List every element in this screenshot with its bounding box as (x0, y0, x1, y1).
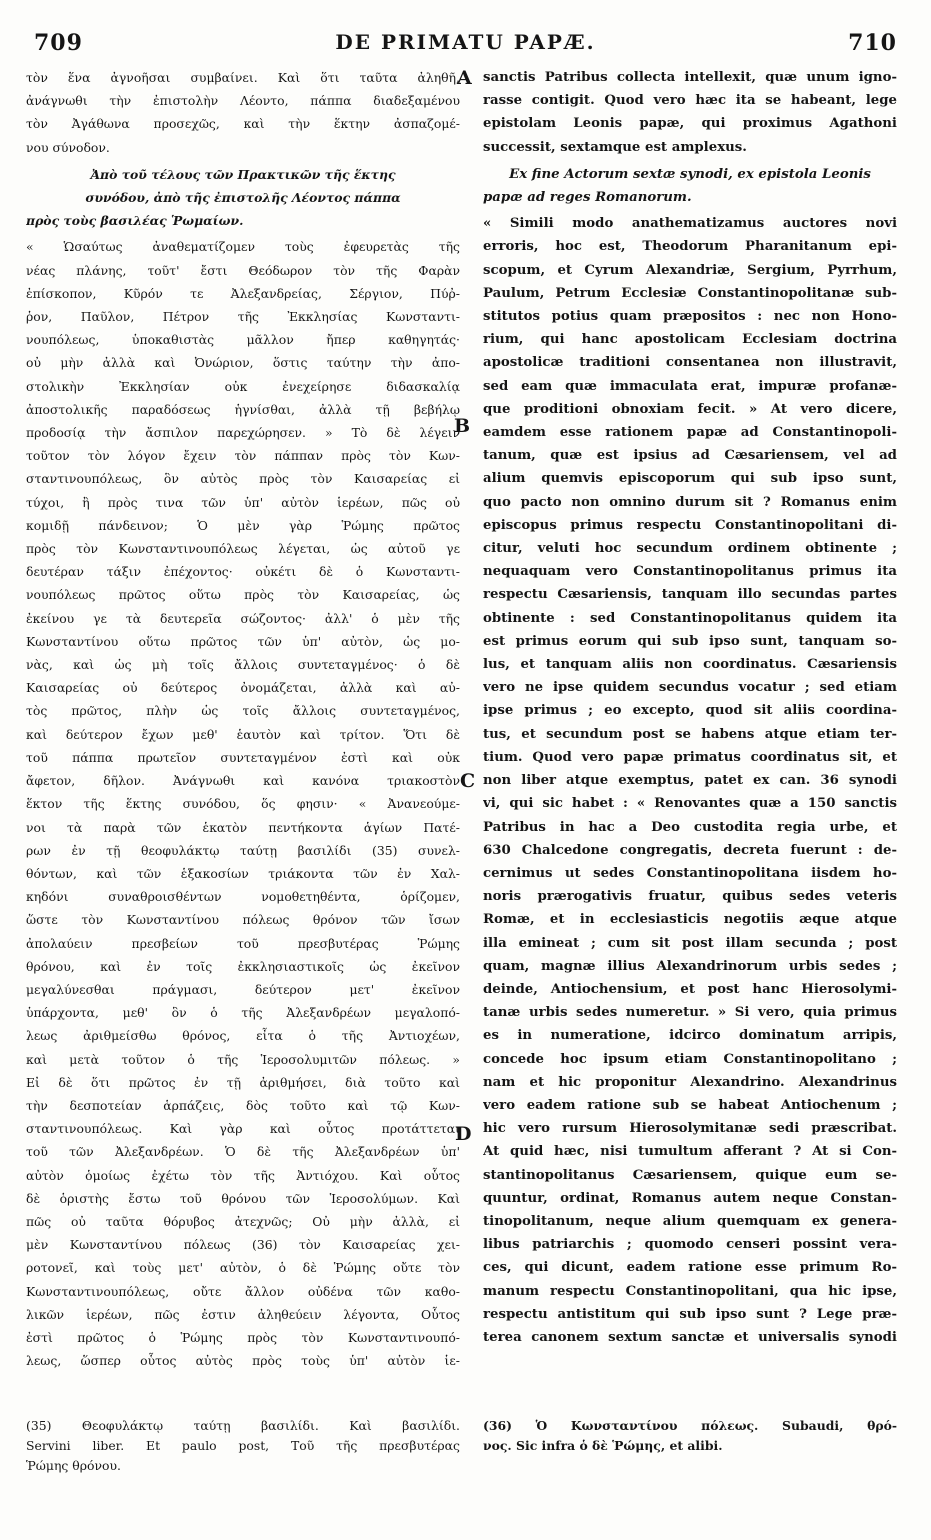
latin-column (483, 66, 897, 1349)
text-line: citur, veluti hoc secundum ordinem obtinente ; (483, 541, 897, 557)
text-line: σταντινουπόλεως. Καὶ γὰρ καὶ οὗτος προτάττεται (26, 1121, 460, 1137)
text-line: νὰς, καὶ ὡς μὴ τοῖς ἄλλοις συντεταγμένος· ὁ δὲ (26, 657, 460, 673)
text-line: τὸν ἕνα ἀγνοῆσαι συμβαίνει. Καὶ ὅτι ταῦτα ἀληθῆ, (26, 70, 460, 85)
text-line: respectu antistitum qui sub ipso sunt ? Lege præ- (483, 1306, 897, 1322)
text-line: θόντων, καὶ τῶν ἑξακοσίων τριάκοντα τῶν ἐν Χαλ- (26, 865, 460, 881)
text-line: successit, sextamque est amplexus. (483, 139, 747, 155)
text-line: vero ne ipse quidem secundus vocatur ; sed etiam (483, 680, 897, 696)
text-line: manum respectu Constantinopolitani, qua hic ipse, (483, 1283, 897, 1299)
text-line: quo pacto non omnino durum sit ? Romanus enim (483, 494, 897, 510)
text-line: Paulum, Petrum Ecclesiæ Constantinopolitanæ sub- (483, 285, 897, 301)
text-line: πρὸς τὸν Κωνσταντινουπόλεως λέγεται, ὡς αὐτοῦ γε (26, 541, 460, 557)
text-line: ὥστε τὸν Κωνσταντίνου πόλεως θρόνον τῶν ἴσων (26, 912, 460, 928)
text-line: apostolicæ traditioni consentanea non illustravit, (483, 355, 897, 371)
text-line: καὶ δεύτερον ἔχων μεθ' ἑαυτὸν καὶ τρίτον. Ὅτι δὲ (26, 726, 460, 742)
text-line: 630 Chalcedone congregatis, decreta fuerunt : de- (483, 842, 897, 858)
margin-marker-d: D (455, 1123, 472, 1145)
text-line: quam, magnæ illius Alexandrinorum urbis sedes ; (483, 958, 897, 974)
text-line: libus patriarchis ; quomodo censeri possint vera- (483, 1237, 897, 1253)
greek-body (26, 235, 460, 1372)
margin-marker-a: A (457, 67, 472, 89)
text-line: τοῦ τῶν Ἀλεξανδρέων. Ὁ δὲ τῆς Ἀλεξανδρέων ὑπ' (26, 1144, 460, 1160)
text-line: νου σύνοδον. (26, 139, 110, 155)
text-line: Ῥώμης θρόνου. (26, 1458, 121, 1473)
text-line: sed eam quæ immaculata erat, impuræ profanæ- (483, 378, 897, 394)
text-line: νοι τὰ παρὰ τῶν ἑκατὸν πεντήκοντα ἁγίων Πατέ- (26, 819, 460, 835)
text-line: νέας πλάνης, τοῦτ' ἔστι Θεόδωρον τὸν τῆς Φαρὰν (26, 262, 460, 278)
text-line: νουπόλεως πρῶτος οὕτω πρὸς τὸν Καισαρείας, ὡς (26, 587, 460, 603)
text-line: hic vero rursum Hierosolymitanæ sedi præscribat. (483, 1121, 897, 1137)
page-header (30, 30, 901, 66)
text-line: tus, et secundum post se habens atque etiam ter- (483, 726, 897, 742)
text-line: eamdem esse rationem papæ ad Constantinopoli- (483, 425, 897, 441)
text-line: ἄφετον, δῆλον. Ἀνάγνωθι καὶ κανόνα τριακοστὸν (26, 773, 460, 789)
text-line: σταντινουπόλεως, ὃν αὐτὸς πρὸς τὸν Καισαρείας εἰ (26, 471, 460, 487)
text-line: πρὸς τοὺς βασιλέας Ῥωμαίων. (26, 213, 244, 229)
greek-footnote (26, 1416, 460, 1476)
text-line: ἕκτον τῆς ἕκτης συνόδου, ὅς φησιν· « Ἀνανεούμε- (26, 796, 460, 812)
text-line: papæ ad reges Romanorum. (483, 190, 692, 206)
text-line: noris prærogativis fruatur, quibus sedes veteris (483, 889, 897, 905)
latin-section-heading (483, 163, 897, 209)
text-line: es in numeratione, idcirco dominatum arripis, (483, 1028, 897, 1044)
text-line: ἐπίσκοπον, Κῦρόν τε Ἀλεξανδρείας, Σέργιον, Πύῤ- (26, 285, 460, 301)
text-line: Ex fine Actorum sextæ synodi, ex epistola Leonis (509, 166, 871, 182)
text-line: στολικὴν Ἐκκλησίαν οὐκ ἐνεχείρησε διδασκαλίᾳ (26, 378, 460, 394)
text-line: τὸν Ἀγάθωνα προσεχῶς, καὶ τὴν ἕκτην ἀσπαζομέ- (26, 116, 460, 132)
text-line: epistolam Leonis papæ, qui proximus Agathoni (483, 116, 897, 132)
text-line: ἀποστολικῆς παραδόσεως ἡγνίσθαι, ἀλλὰ τῇ βεβήλῳ (26, 401, 460, 417)
text-line: lus, et tanquam aliis non coordinatus. Cæsariensis (483, 657, 897, 673)
text-line: quuntur, ordinat, Romanus autem neque Constan- (483, 1190, 897, 1206)
text-line: ἐστὶ πρῶτος ὁ Ῥώμης πρὸς τὸν Κωνσταντινουπό- (26, 1329, 460, 1345)
text-line: erroris, hoc est, Theodorum Pharanitanum epi- (483, 239, 897, 255)
text-line: terea canonem sextum sanctæ et universalis synodi (483, 1329, 897, 1345)
text-line: tium. Quod vero papæ primatus coordinatus sit, et (483, 749, 897, 765)
text-line: Κωνσταντινουπόλεως, οὔτε ἄλλον οὐδένα τῶν καθο- (26, 1283, 460, 1299)
text-line: alium quemvis episcoporum qui sub ipso sunt, (483, 471, 897, 487)
latin-body (483, 212, 897, 1349)
text-line: συνόδου, ἀπὸ τῆς ἐπιστολῆς Λέοντος πάππα (85, 190, 401, 206)
text-line: ρων ἐν τῇ θεοφυλάκτῳ ταύτῃ βασιλίδι (35) συνελ- (26, 842, 460, 858)
text-line: τὸς πρῶτος, πλὴν ὡς τοῖς ἄλλοις συντεταγμένος, (26, 703, 460, 719)
text-line: nequaquam vero Constantinopolitanus primus ita (483, 564, 897, 580)
greek-column (26, 66, 460, 1372)
text-line: concede hoc ipsum etiam Constantinopolitano ; (483, 1051, 897, 1067)
text-line: « Ὡσαύτως ἀναθεματίζομεν τοὺς ἐφευρετὰς τῆς (26, 239, 460, 255)
text-line: Romæ, et in ecclesiasticis negotiis æque atque (483, 912, 897, 928)
text-line: Servini liber. Et paulo post, Τοῦ τῆς πρεσβυτέρας (26, 1438, 460, 1453)
text-line: (36) Ὁ Κωνσταντίνου πόλεως. Subaudi, θρό- (483, 1418, 897, 1433)
latin-intro (483, 66, 897, 159)
text-line: rium, qui hanc apostolicam Ecclesiam doctrina (483, 332, 897, 348)
text-line: Κωνσταντίνου οὕτω πρῶτος τῶν ὑπ' αὐτὸν, ὡς μο- (26, 633, 460, 649)
text-line: tanæ urbis sedes numeretur. » Si vero, quia primus (483, 1005, 897, 1021)
text-line: προδοσίᾳ τὴν ἄσπιλον παρεχώρησεν. » Τὸ δὲ λέγειν (26, 425, 460, 441)
text-line: νος. Sic infra ὁ δὲ Ῥώμης, et alibi. (483, 1438, 723, 1453)
latin-footnote (483, 1416, 897, 1456)
text-line: est primus eorum qui sub ipso sunt, tanquam so- (483, 633, 897, 649)
text-line: nam et hic proponitur Alexandrino. Alexandrinus (483, 1074, 897, 1090)
text-line: tinopolitanum, neque alium quemquam ex genera- (483, 1213, 897, 1229)
greek-section-heading (26, 163, 460, 233)
greek-intro (26, 66, 460, 159)
text-line: λικῶν ἱερέων, πῶς ἐστιν ἀληθεύειν λέγοντα, Οὗτος (26, 1306, 460, 1322)
text-line: Καισαρείας οὐ δεύτερος ὀνομάζεται, ἀλλὰ καὶ αὐ- (26, 680, 460, 696)
text-line: illa emineat ; cum sit post illam secunda ; post (483, 935, 897, 951)
text-line: cernimus ut sedes Constantinopolitana iisdem ho- (483, 865, 897, 881)
text-line: ῥον, Παῦλον, Πέτρον τῆς Ἐκκλησίας Κωνσταντι- (26, 309, 460, 325)
text-line: episcopus primus respectu Constantinopolitani di- (483, 517, 897, 533)
running-title: DE PRIMATU PAPÆ. (335, 30, 596, 54)
text-line: πῶς οὐ ταῦτα θόρυβος ἀτεχνῶς; Οὐ μὴν ἀλλὰ, εἰ (26, 1213, 460, 1229)
text-line: τὴν δεσποτείαν ἁρπάζεις, δὸς τοῦτο καὶ τῷ Κων- (26, 1097, 460, 1113)
text-line: respectu Cæsariensis, tanquam illo secundas partes (483, 587, 897, 603)
text-line: καὶ μετὰ τοῦτον ὁ τῆς Ἱεροσολυμιτῶν πόλεως. » (26, 1051, 460, 1067)
text-line: δὲ ὁριστὴς ἔστω τοῦ θρόνου τῶν Ἱεροσολύμων. Καὶ (26, 1190, 460, 1206)
text-line: οὐ μὴν ἀλλὰ καὶ Ὀνώριον, ὅστις ταύτην τὴν ἀπο- (26, 355, 460, 371)
text-line: θρόνου, καὶ ἐν τοῖς ἐκκλησιαστικοῖς ὡς ἐκεῖνον (26, 958, 460, 974)
text-line: νουπόλεως, ὑποκαθιστὰς μᾶλλον ἤπερ καθηγητάς· (26, 332, 460, 348)
text-line: μεγαλύνεσθαι πράγμασι, δεύτερον μετ' ἐκεῖνον (26, 981, 460, 997)
text-line: τοῦτον τὸν λόγον ἔχειν τὸν πάππαν πρὸς τὸν Κων- (26, 448, 460, 464)
text-line: ἀπολαύειν πρεσβείων τοῦ πρεσβυτέρας Ῥώμης (26, 935, 460, 951)
text-line: ὑπάρχοντα, μεθ' ὃν ὁ τῆς Ἀλεξανδρέων μεγαλοπό- (26, 1005, 460, 1021)
page-number-right: 710 (848, 30, 897, 56)
margin-marker-c: C (460, 770, 476, 792)
text-line: μὲν Κωνσταντίνου πόλεως (36) τὸν Καισαρείας χει- (26, 1237, 460, 1253)
text-line: Patribus in hac a Deo custodita regia urbe, et (483, 819, 897, 835)
text-line: stantinopolitanus Cæsariensem, quique eum se- (483, 1167, 897, 1183)
text-line: ces, qui dicunt, eadem ratione esse primum Ro- (483, 1260, 897, 1276)
text-line: deinde, Antiochensium, et post hanc Hierosolymi- (483, 981, 897, 997)
text-line: vi, qui sic habet : « Renovantes quæ a 150 sanctis (483, 796, 897, 812)
text-line: τοῦ πάππα πρωτεῖον συντεταγμένον ἐστὶ καὶ οὐκ (26, 749, 460, 765)
text-line: obtinente : sed Constantinopolitanus quidem ita (483, 610, 897, 626)
text-line: stitutos potius quam præpositos : nec non Hono- (483, 309, 897, 325)
text-line: δευτέραν τάξιν ἐπέχοντος· οὐκέτι δὲ ὁ Κωνσταντι- (26, 564, 460, 580)
text-line: τύχοι, ἢ πρὸς τινα τῶν ὑπ' αὐτὸν ἱερέων, πῶς οὐ (26, 494, 460, 510)
text-line: ἐκείνου γε τὰ δευτερεῖα σώζοντος· ἀλλ' ὁ μὲν τῆς (26, 610, 460, 626)
text-line: scopum, et Cyrum Alexandriæ, Sergium, Pyrrhum, (483, 262, 897, 278)
text-line: tanum, quæ est ipsius ad Cæsariensem, vel ad (483, 448, 897, 464)
text-line: κηδόνι συναθροισθέντων νομοθετηθέντα, ὁρίζομεν, (26, 889, 460, 905)
margin-marker-b: B (454, 415, 471, 437)
text-line: que proditioni obnoxiam fecit. » At vero dicere, (483, 401, 897, 417)
text-line: Ἀπὸ τοῦ τέλους τῶν Πρακτικῶν τῆς ἕκτης (90, 166, 396, 182)
text-line: vero eadem ratione sub se habeat Antiochenum ; (483, 1097, 897, 1113)
text-line: non liber atque exemptus, patet ex can. 36 synodi (483, 773, 897, 789)
text-line: sanctis Patribus collecta intellexit, quæ unum igno- (483, 70, 897, 85)
text-line: ἀνάγνωθι τὴν ἐπιστολὴν Λέοντο, πάππα διαδεξαμένου (26, 93, 460, 109)
text-line: rasse contigit. Quod vero hæc ita se habeant, lege (483, 93, 897, 109)
text-line: λεως ἀριθμείσθω θρόνος, εἶτα ὁ τῆς Ἀντιοχέων, (26, 1028, 460, 1044)
text-line: κομιδῇ πάνδεινον; Ὁ μὲν γὰρ Ῥώμης πρῶτος (26, 517, 460, 533)
text-line: λεως, ὥσπερ οὗτος αὐτὸς πρὸς τοὺς ὑπ' αὐτὸν ἱε- (26, 1353, 460, 1369)
page-number-left: 709 (34, 30, 83, 56)
text-line: Εἰ δὲ ὅτι πρῶτος ἐν τῇ ἀριθμήσει, διὰ τοῦτο καὶ (26, 1074, 460, 1090)
text-line: At quid hæc, nisi tumultum afferant ? At si Con- (483, 1144, 897, 1160)
text-line: « Simili modo anathematizamus auctores novi (483, 216, 897, 232)
text-line: ροτονεῖ, καὶ τοὺς μετ' αὐτὸν, ὁ δὲ Ῥώμης οὔτε τὸν (26, 1260, 460, 1276)
text-line: αὐτὸν ὁμοίως ἐχέτω τὸν τῆς Ἀντιόχου. Καὶ οὗτος (26, 1167, 460, 1183)
text-line: ipse primus ; eo excepto, quod sit aliis coordina- (483, 703, 897, 719)
text-line: (35) Θεοφυλάκτῳ ταύτῃ βασιλίδι. Καὶ βασιλίδι. (26, 1418, 460, 1433)
